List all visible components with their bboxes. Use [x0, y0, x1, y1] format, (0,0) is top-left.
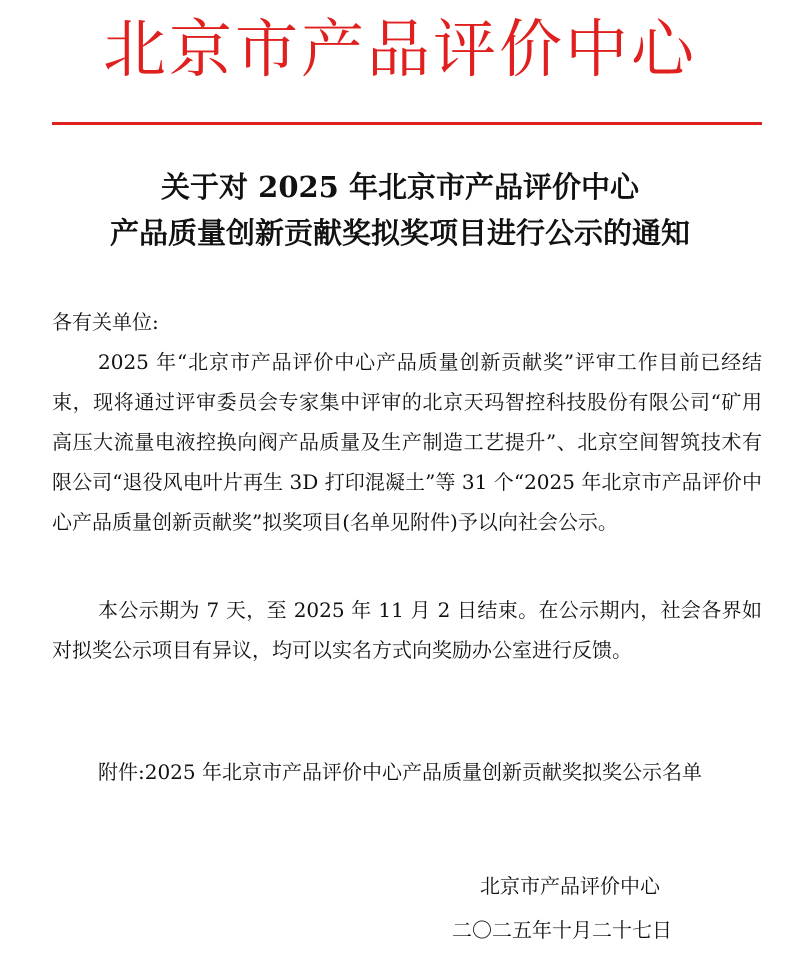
signature-date: 二〇二五年十月二十七日	[452, 918, 672, 942]
notice-title	[0, 164, 800, 256]
body-paragraph-1: 2025 年“北京市产品评价中心产品质量创新贡献奖”评审工作目前已经结束，现将通过评审委员会专家集中评审的北京天玛智控科技股份有限公司“矿用高压大流量电液控换向阀产品质量及生产制造工艺提升”、北京空间智筑技术有限公司“退役风电叶片再生 3D 打印混凝土”等 31 个“2025 年北京市产品评价中心产品质量创新贡献奖”拟奖项目(名单见附件)予以向社会公示。	[52, 350, 762, 534]
attachment-note: 附件:2025 年北京市产品评价中心产品质量创新贡献奖拟奖公示名单	[98, 760, 702, 784]
letterhead-red-rule	[52, 122, 762, 125]
letterhead-org-name: 北京市产品评价中心	[103, 13, 697, 86]
salutation: 各有关单位:	[52, 310, 159, 334]
body-paragraph-2: 本公示期为 7 天，至 2025 年 11 月 2 日结束。在公示期内，社会各界如对拟奖公示项目有异议，均可以实名方式向奖励办公室进行反馈。	[52, 598, 762, 662]
notice-title-line-2: 产品质量创新贡献奖拟奖项目进行公示的通知	[109, 216, 690, 250]
signature-org: 北京市产品评价中心	[480, 874, 660, 898]
notice-title-line-1: 关于对 2025 年北京市产品评价中心	[161, 170, 639, 204]
